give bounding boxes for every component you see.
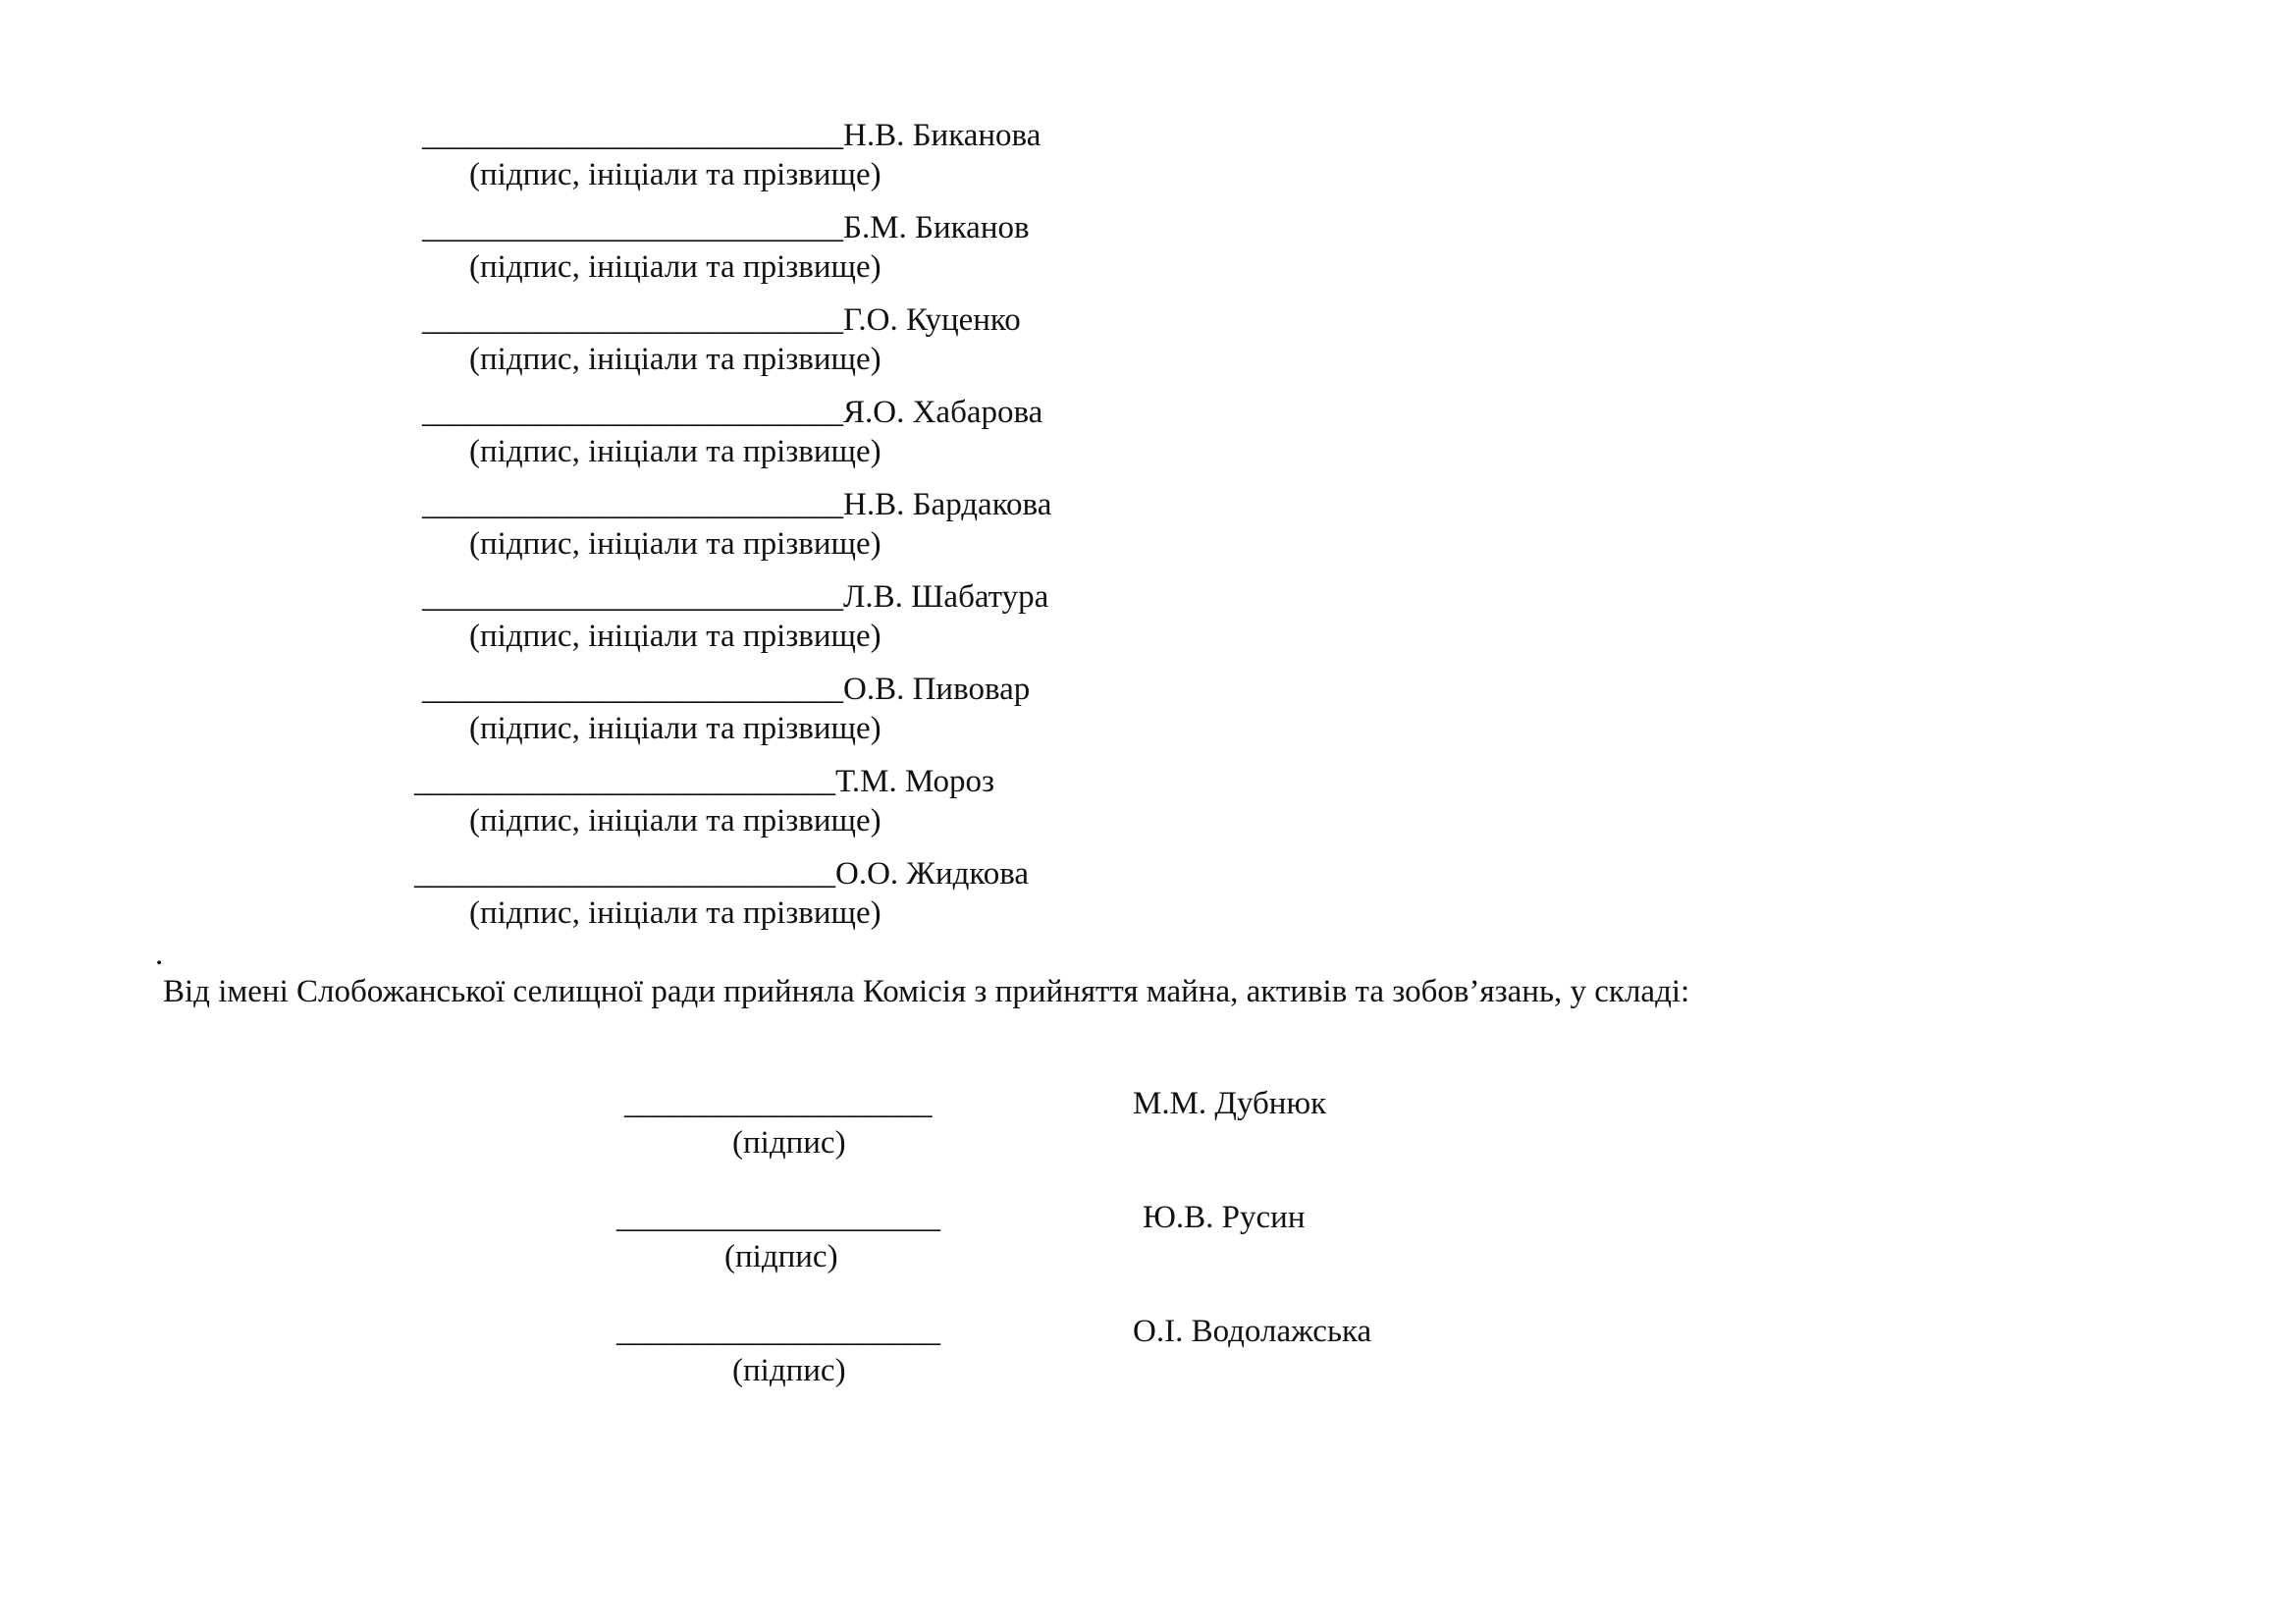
signature-underscore: __________________________ xyxy=(422,302,843,338)
commission-signature-line: ____________________ xyxy=(616,1314,940,1349)
signature-underscore: __________________________ xyxy=(422,118,843,153)
signature-block-6 xyxy=(422,577,1168,656)
signature-underscore: __________________________ xyxy=(422,579,843,615)
commission-signature-caption: (підпис) xyxy=(724,1239,838,1274)
signature-block-7 xyxy=(422,670,1168,748)
signature-underscore: __________________________ xyxy=(414,764,835,799)
signature-block-8 xyxy=(414,762,1160,840)
signature-block-3 xyxy=(422,300,1168,379)
stray-dot: . xyxy=(155,937,164,972)
signature-block-9 xyxy=(414,854,1160,933)
commission-signature-caption: (підпис) xyxy=(732,1353,846,1388)
signature-block-2 xyxy=(422,208,1168,287)
signatory-name: Я.О. Хабарова xyxy=(843,395,1043,430)
signature-caption: (підпис, ініціали та прізвище) xyxy=(469,711,881,746)
signature-line xyxy=(422,670,1168,709)
signature-line xyxy=(422,393,1168,432)
signature-caption: (підпис, ініціали та прізвище) xyxy=(469,619,881,654)
signatory-name: Н.В. Биканова xyxy=(843,118,1041,153)
commission-signature-line: ___________________ xyxy=(624,1086,933,1121)
commission-statement: Від імені Слобожанської селищної ради прийняла Комісія з прийняття майна, активів та зобов’язань, у складі: xyxy=(163,974,1690,1009)
signature-caption: (підпис, ініціали та прізвище) xyxy=(469,249,881,285)
commission-signatory-name: О.І. Водолажська xyxy=(1133,1314,1372,1349)
signature-caption: (підпис, ініціали та прізвище) xyxy=(469,895,881,931)
signature-underscore: ______________________ xyxy=(422,210,778,245)
signature-caption: (підпис, ініціали та прізвище) xyxy=(469,434,881,469)
signature-block-4 xyxy=(422,393,1168,471)
signature-caption: (підпис, ініціали та прізвище) xyxy=(469,526,881,562)
signature-line xyxy=(414,762,1160,801)
commission-signatory-name: Ю.В. Русин xyxy=(1143,1200,1306,1235)
signatory-name: Г.О. Куценко xyxy=(843,302,1021,338)
signature-underscore: __________________________ xyxy=(422,672,843,707)
signatory-name: Л.В. Шабатура xyxy=(843,579,1049,615)
signature-line xyxy=(422,208,1168,247)
signature-caption: (підпис, ініціали та прізвище) xyxy=(469,803,881,839)
signature-line xyxy=(422,577,1168,617)
commission-signature-caption: (підпис) xyxy=(732,1125,846,1161)
signature-underscore-extra: ____ xyxy=(778,210,843,245)
signature-line xyxy=(422,485,1168,524)
signature-underscore: __________________________ xyxy=(422,487,843,522)
signature-line xyxy=(422,300,1168,340)
signature-underscore: __________________________ xyxy=(414,856,835,892)
signature-line xyxy=(422,116,1168,155)
signature-line xyxy=(414,854,1160,893)
signatory-name: Н.В. Бардакова xyxy=(843,487,1052,522)
signature-caption: (підпис, ініціали та прізвище) xyxy=(469,342,881,377)
signatory-name: Б.М. Биканов xyxy=(843,210,1030,245)
signature-block-5 xyxy=(422,485,1168,564)
signature-underscore: __________________________ xyxy=(422,395,843,430)
commission-signatory-name: М.М. Дубнюк xyxy=(1133,1086,1327,1121)
signatory-name: О.О. Жидкова xyxy=(835,856,1030,892)
signatory-name: Т.М. Мороз xyxy=(835,764,995,799)
commission-signature-line: ____________________ xyxy=(616,1200,940,1235)
signature-caption: (підпис, ініціали та прізвище) xyxy=(469,157,881,192)
signature-block-1 xyxy=(422,116,1168,194)
signatory-name: О.В. Пивовар xyxy=(843,672,1031,707)
